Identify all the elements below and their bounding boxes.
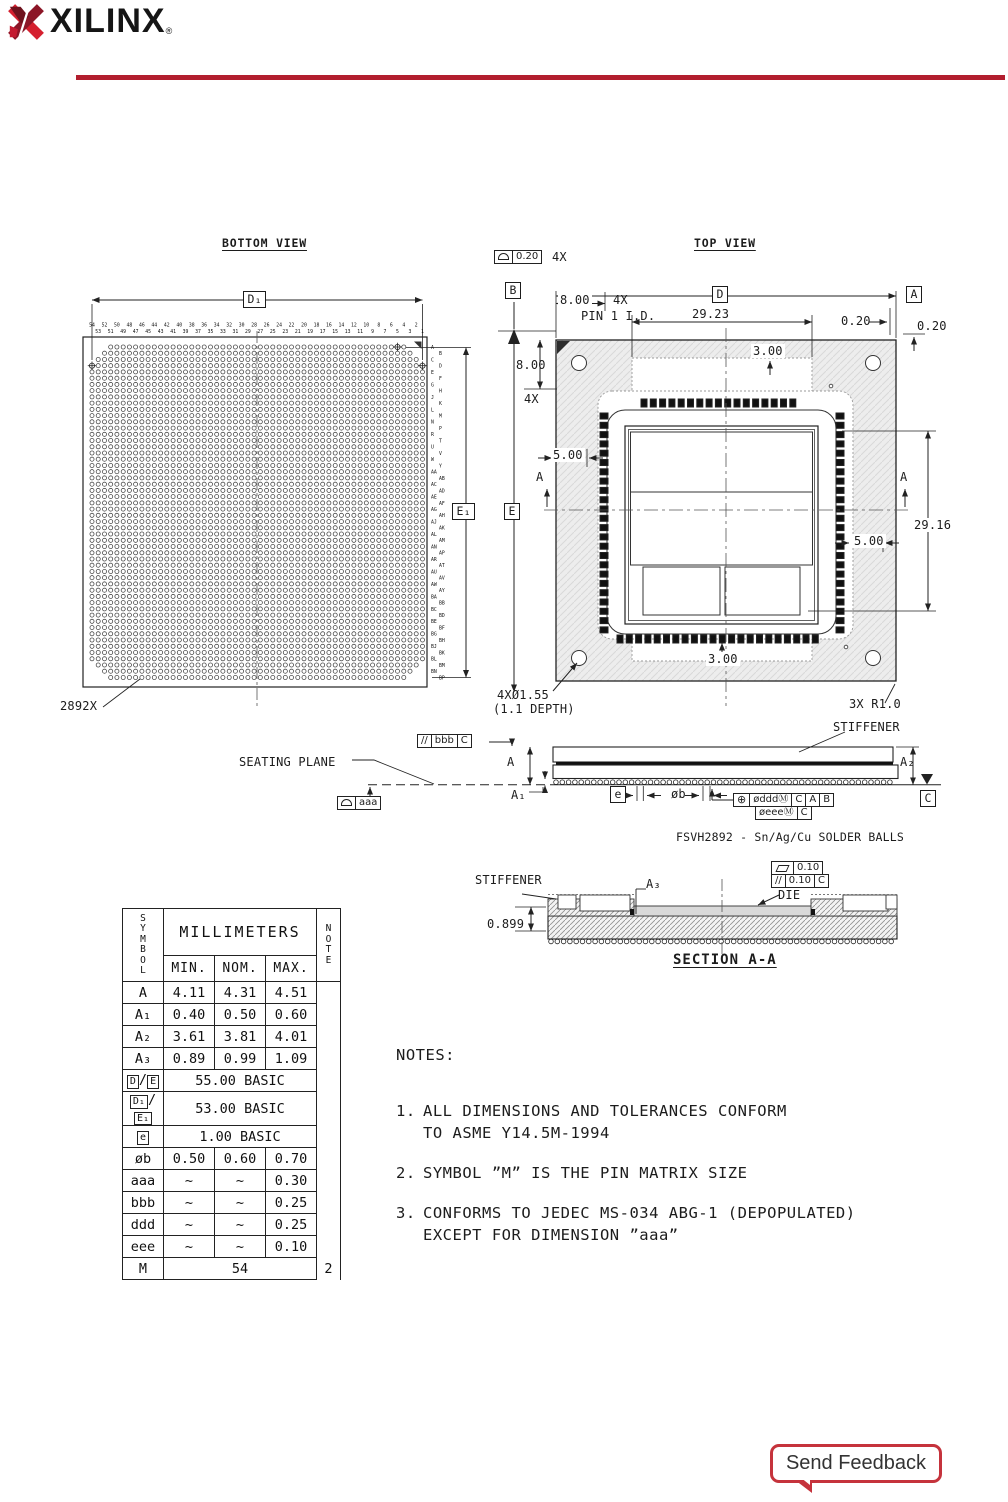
note-item: 2. SYMBOL ”M” IS THE PIN MATRIX SIZE (396, 1164, 748, 1182)
svg-text:18: 18 (313, 323, 320, 329)
feature-control-frame: // 0.10 C (771, 874, 829, 888)
label-2892x: 2892X (60, 699, 98, 713)
svg-text:U: U (431, 445, 434, 451)
label-0-899: 0.899 (487, 917, 525, 931)
svg-text:39: 39 (182, 330, 189, 335)
svg-text:N: N (431, 420, 434, 426)
svg-text:AK: AK (439, 526, 445, 532)
label-a: A₂ (900, 755, 915, 769)
feature-control-frame: // bbb C (417, 734, 472, 748)
label-die: DIE (778, 888, 801, 902)
label-a: A (507, 755, 515, 769)
svg-text:17: 17 (319, 330, 326, 335)
svg-text:D: D (439, 364, 442, 370)
label-8-00: 8.00 (560, 293, 590, 307)
svg-text:52: 52 (101, 323, 108, 329)
svg-text:AG: AG (431, 508, 437, 513)
svg-text:C: C (431, 358, 434, 364)
table-row: A 4.11 4.31 4.51 (123, 982, 341, 1004)
svg-text:53: 53 (95, 330, 102, 335)
svg-text:29: 29 (245, 330, 251, 335)
table-row: e 1.00 BASIC (123, 1126, 341, 1148)
svg-text:4: 4 (402, 323, 406, 329)
svg-text:51: 51 (107, 330, 114, 335)
send-feedback-label: Send Feedback (785, 1452, 927, 1474)
svg-text:BN: BN (431, 670, 437, 676)
svg-text:8: 8 (377, 323, 381, 329)
svg-text:F: F (439, 377, 442, 383)
label-b: øb (671, 787, 686, 801)
label-e: E (504, 503, 520, 520)
svg-text:6: 6 (389, 323, 393, 329)
svg-text:22: 22 (288, 323, 295, 329)
svg-text:20: 20 (301, 323, 307, 329)
svg-text:5: 5 (396, 330, 399, 335)
table-row: A₂ 3.61 3.81 4.01 (123, 1026, 341, 1048)
label-8-00: 8.00 (516, 358, 546, 372)
svg-text:38: 38 (188, 323, 195, 329)
svg-text:G: G (431, 383, 434, 389)
svg-text:50: 50 (114, 323, 120, 329)
table-row: D / E 55.00 BASIC (123, 1070, 341, 1092)
svg-text:24: 24 (276, 323, 282, 329)
label-4x: 4X (552, 250, 567, 264)
bottom-view-title: BOTTOM VIEW (222, 236, 307, 250)
svg-text:47: 47 (132, 330, 139, 335)
svg-text:14: 14 (338, 323, 345, 329)
svg-text:P: P (439, 427, 442, 432)
svg-text:AR: AR (431, 557, 437, 563)
label-4x: 4X (613, 293, 628, 307)
label-a: A (906, 286, 922, 303)
svg-text:AF: AF (439, 501, 445, 507)
svg-text:31: 31 (232, 330, 239, 335)
svg-text:37: 37 (195, 330, 201, 335)
svg-text:40: 40 (176, 323, 183, 329)
svg-text:A: A (431, 345, 434, 351)
svg-text:33: 33 (220, 330, 226, 335)
label-d: D₁ (243, 291, 266, 308)
svg-text:48: 48 (126, 323, 133, 329)
svg-text:49: 49 (120, 330, 127, 335)
label-29-16: 29.16 (914, 518, 952, 532)
svg-text:AP: AP (439, 551, 445, 557)
svg-text:Y: Y (439, 464, 442, 470)
svg-text:AD: AD (439, 489, 445, 495)
table-row: A₃ 0.89 0.99 1.09 (123, 1048, 341, 1070)
flatness-symbol-icon (775, 865, 789, 872)
svg-text:36: 36 (201, 323, 208, 329)
label-e: E₁ (452, 503, 475, 520)
feature-control-frame: ⊕ ødddⓂ C A B øeeeⓂ C (733, 793, 834, 820)
svg-text:12: 12 (351, 323, 357, 329)
notes-heading: NOTES: (396, 1046, 455, 1064)
top-view-linework (498, 291, 936, 706)
label-e: e (610, 786, 626, 803)
svg-text:BK: BK (439, 651, 445, 657)
svg-text:27: 27 (257, 330, 264, 335)
svg-text:41: 41 (170, 330, 176, 335)
feature-control-frame: 0.20 (494, 250, 542, 264)
note-item: 1. ALL DIMENSIONS AND TOLERANCES CONFORM TO ASME Y14.5M-1994 (396, 1102, 787, 1142)
svg-text:L: L (431, 408, 434, 414)
svg-text:AT: AT (439, 564, 445, 570)
svg-text:23: 23 (282, 330, 289, 335)
row-letters (431, 345, 445, 682)
svg-text:34: 34 (213, 323, 220, 329)
svg-text:J: J (431, 395, 434, 401)
svg-text:AV: AV (439, 576, 445, 582)
svg-text:T: T (439, 439, 442, 445)
svg-text:AH: AH (439, 514, 445, 520)
svg-text:16: 16 (326, 323, 332, 329)
table-row: A₁ 0.40 0.50 0.60 (123, 1004, 341, 1026)
svg-text:44: 44 (151, 323, 158, 329)
svg-text:B: B (439, 352, 442, 358)
brand-registered-mark: ® (165, 26, 173, 36)
section-aa-linework (515, 879, 897, 959)
svg-text:19: 19 (307, 330, 314, 335)
svg-text:28: 28 (251, 323, 257, 329)
svg-text:AN: AN (431, 545, 437, 551)
label-seating-plane: SEATING PLANE (239, 755, 336, 769)
svg-text:W: W (431, 458, 434, 464)
label-0-20: 0.20 (841, 314, 871, 328)
profile-symbol-icon (341, 799, 352, 806)
label-4x: 4X (524, 392, 539, 406)
millimeters-header: MILLIMETERS (164, 909, 317, 956)
svg-text:45: 45 (145, 330, 151, 335)
svg-text:26: 26 (263, 323, 270, 329)
bottom-view-linework (83, 300, 471, 708)
svg-text:AU: AU (431, 570, 437, 576)
svg-text:BJ: BJ (431, 645, 437, 651)
solder-balls-side (554, 780, 893, 785)
column-numbers (89, 323, 424, 336)
table-row: M 54 2 (123, 1258, 341, 1280)
svg-text:AY: AY (439, 589, 445, 595)
table-row: aaa ~ ~ 0.30 (123, 1170, 341, 1192)
label-4x-1-55: 4XØ1.55 (497, 688, 549, 702)
label-a: A (900, 470, 908, 484)
svg-text:BA: BA (431, 595, 437, 601)
svg-text:AM: AM (439, 539, 445, 545)
label-stiffener: STIFFENER (833, 720, 900, 734)
table-row: eee ~ ~ 0.10 (123, 1236, 341, 1258)
note-item: 3. CONFORMS TO JEDEC MS-034 ABG-1 (DEPOPULATED) EXCEPT FOR DIMENSION ”aaa” (396, 1204, 856, 1244)
svg-text:BD: BD (439, 614, 445, 619)
send-feedback-button[interactable] (770, 1444, 942, 1483)
svg-text:25: 25 (269, 330, 276, 335)
svg-text:V: V (439, 451, 442, 457)
top-view-title: TOP VIEW (694, 236, 756, 250)
svg-text:K: K (439, 402, 442, 407)
label-stiffener: STIFFENER (475, 873, 542, 887)
label-3x-r1-0: 3X R1.0 (849, 697, 901, 711)
section-aa-title: SECTION A-A (673, 952, 777, 968)
feature-control-frame: 0.10 (771, 861, 823, 875)
position-symbol-icon: ⊕ (737, 793, 747, 806)
svg-text:BC: BC (431, 607, 437, 613)
svg-text:BG: BG (431, 632, 437, 638)
svg-text:43: 43 (157, 330, 164, 335)
profile-symbol-icon (498, 253, 509, 260)
col-header: NOM. (215, 956, 266, 982)
table-row: øb 0.50 0.60 0.70 (123, 1148, 341, 1170)
svg-text:AC: AC (431, 483, 437, 489)
svg-text:11: 11 (357, 330, 363, 335)
label-5-00: 5.00 (553, 448, 583, 462)
svg-text:13: 13 (344, 330, 351, 335)
label-b: B (505, 282, 521, 299)
label-pin-1-i-d: PIN 1 I.D. (581, 309, 656, 323)
solder-balls-section (549, 939, 894, 944)
table-row: ddd ~ ~ 0.25 (123, 1214, 341, 1236)
label-29-23: 29.23 (692, 307, 730, 321)
label-5-00: 5.00 (854, 534, 884, 548)
note-column-header: N O T E (317, 909, 341, 982)
dimension-table (122, 908, 341, 1280)
label-fsvh2892-sn-ag-cu-solder-balls: FSVH2892 - Sn/Ag/Cu SOLDER BALLS (676, 830, 904, 844)
svg-text:AA: AA (431, 470, 437, 476)
svg-text:21: 21 (294, 330, 301, 335)
svg-text:AJ: AJ (431, 520, 437, 526)
svg-text:BF: BF (439, 626, 445, 632)
svg-text:AL: AL (431, 532, 437, 538)
label-a: A (536, 470, 544, 484)
label-a: A₁ (511, 788, 526, 802)
svg-text:42: 42 (163, 323, 170, 329)
svg-text:9: 9 (371, 330, 375, 335)
svg-text:30: 30 (238, 323, 245, 329)
svg-text:32: 32 (226, 323, 233, 329)
feature-control-frame: aaa (337, 796, 381, 810)
label-d: D (712, 286, 728, 303)
svg-text:E: E (431, 370, 434, 376)
col-header: MAX. (266, 956, 317, 982)
svg-text:AW: AW (431, 582, 437, 588)
svg-text:46: 46 (139, 323, 145, 329)
svg-text:AE: AE (431, 495, 437, 501)
notes-block (396, 1044, 976, 1246)
svg-text:AB: AB (439, 476, 445, 482)
label-a: A₃ (646, 877, 661, 891)
svg-text:BB: BB (439, 601, 445, 607)
svg-text:R: R (431, 433, 434, 439)
svg-text:BM: BM (439, 663, 445, 669)
label-3-00: 3.00 (753, 344, 783, 358)
svg-text:BH: BH (439, 638, 445, 644)
svg-text:M: M (439, 414, 442, 420)
svg-text:35: 35 (207, 330, 214, 335)
svg-text:1: 1 (421, 330, 424, 335)
svg-text:3: 3 (408, 330, 412, 335)
svg-text:7: 7 (383, 330, 387, 335)
symbol-column-header: S Y M B O L (123, 909, 164, 982)
svg-text:10: 10 (363, 323, 370, 329)
label-0-20: 0.20 (917, 319, 947, 333)
svg-text:H: H (439, 389, 442, 395)
label-3-00: 3.00 (708, 652, 738, 666)
svg-text:BP: BP (439, 676, 445, 682)
table-row: D₁ /E₁ 53.00 BASIC (123, 1092, 341, 1126)
svg-text:15: 15 (332, 330, 339, 335)
label-c: C (920, 790, 936, 807)
col-header: MIN. (164, 956, 215, 982)
svg-text:2: 2 (414, 323, 418, 329)
label-1-1-depth: (1.1 DEPTH) (493, 702, 575, 716)
svg-text:BL: BL (431, 657, 437, 663)
brand-name: XILINX (50, 2, 166, 40)
svg-text:BE: BE (431, 620, 437, 626)
svg-text:54: 54 (89, 323, 95, 329)
table-row: bbb ~ ~ 0.25 (123, 1192, 341, 1214)
